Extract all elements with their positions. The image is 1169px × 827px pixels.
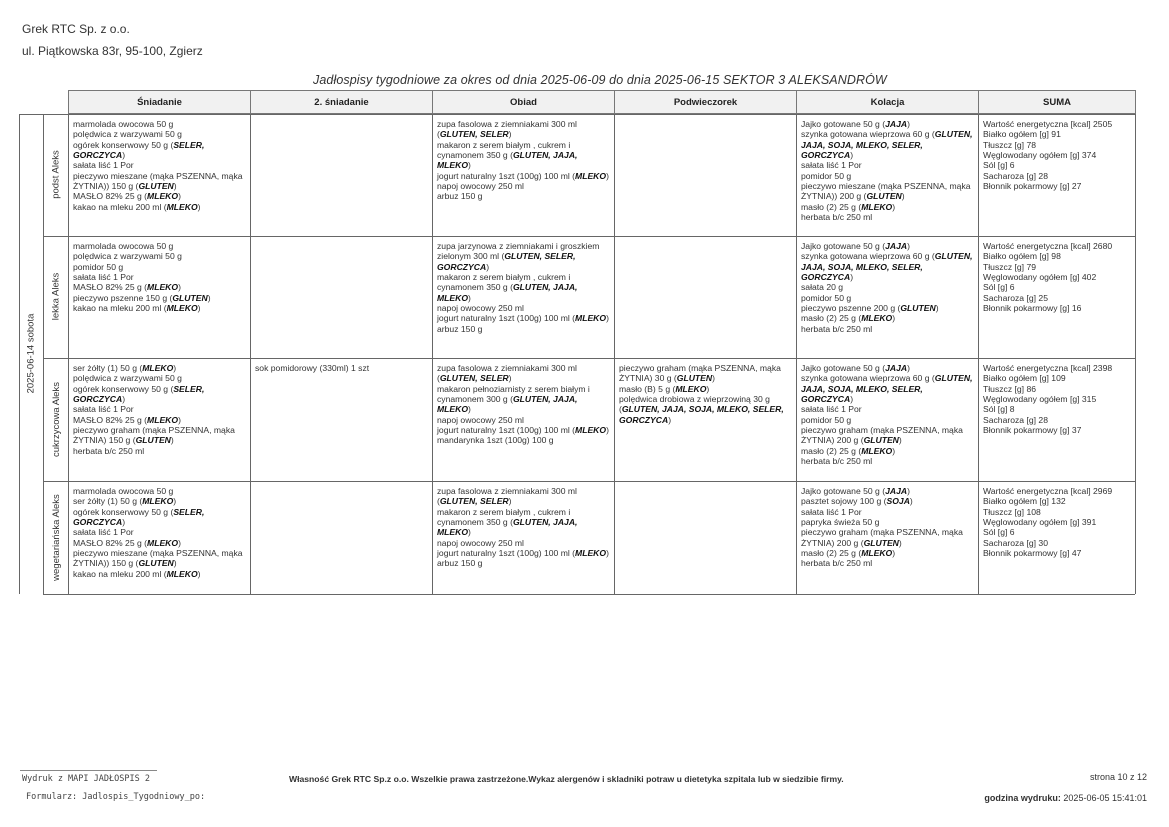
menu-item: jogurt naturalny 1szt (100g) 100 ml (MLEKO)	[437, 424, 609, 435]
nutrition-value: Tłuszcz [g] 108	[983, 506, 1041, 517]
menu-item: Jajko gotowane 50 g (JAJA)	[801, 119, 910, 129]
nutrition-value: Węglowodany ogółem [g] 402	[983, 271, 1097, 282]
menu-item: marmolada owocowa 50 g	[73, 241, 174, 251]
nutrition-value: Tłuszcz [g] 78	[983, 139, 1037, 150]
nutrition-value: Węglowodany ogółem [g] 374	[983, 149, 1097, 160]
print-time-label: godzina wydruku:	[984, 793, 1061, 803]
menu-cell	[983, 486, 1132, 558]
nutrition-value: Sól [g] 8	[983, 404, 1015, 415]
menu-item: sałata liść 1 Por	[73, 404, 134, 415]
grid-line-date-left	[19, 114, 20, 594]
diet-label: cukrzycowa Aleks	[50, 381, 62, 457]
menu-item: jogurt naturalny 1szt (100g) 100 ml (MLEKO)	[437, 313, 609, 324]
menu-item: ser żółty (1) 50 g (MLEKO)	[73, 363, 177, 373]
print-time-value: 2025-06-05 15:41:01	[1063, 793, 1147, 803]
menu-item: pomidor 50 g	[801, 292, 852, 303]
nutrition-value: Białko ogółem [g] 109	[983, 373, 1066, 384]
column-header: Podwieczorek	[614, 90, 797, 114]
menu-item: masło (2) 25 g (MLEKO)	[801, 445, 896, 456]
menu-item: ogórek konserwowy 50 g (SELER, GORCZYCA)	[73, 383, 205, 404]
menu-item: sałata liść 1 Por	[801, 506, 862, 517]
menu-item: Jajko gotowane 50 g (JAJA)	[801, 363, 910, 373]
menu-item: arbuz 150 g	[437, 323, 483, 334]
menu-item: napoj owocowy 250 ml	[437, 414, 524, 425]
menu-item: polędwica z warzywami 50 g	[73, 373, 182, 384]
menu-item: polędwica z warzywami 50 g	[73, 129, 182, 140]
menu-item: sok pomidorowy (330ml) 1 szt	[255, 363, 370, 373]
menu-item: Jajko gotowane 50 g (JAJA)	[801, 486, 910, 496]
menu-item: ser żółty (1) 50 g (MLEKO)	[73, 496, 177, 507]
menu-item: polędwica z warzywami 50 g	[73, 251, 182, 262]
menu-item: pieczywo graham (mąka PSZENNA, mąka ŻYTNIA) 200 g (GLUTEN)	[801, 527, 963, 548]
menu-item: napoj owocowy 250 ml	[437, 302, 524, 313]
menu-cell	[619, 363, 793, 425]
menu-item: jogurt naturalny 1szt (100g) 100 ml (MLEKO)	[437, 547, 609, 558]
nutrition-value: Błonnik pokarmowy [g] 16	[983, 302, 1082, 313]
menu-cell	[73, 119, 247, 212]
nutrition-value: Białko ogółem [g] 98	[983, 251, 1061, 262]
menu-item: kakao na mleku 200 ml (MLEKO)	[73, 201, 201, 212]
nutrition-value: Węglowodany ogółem [g] 315	[983, 393, 1097, 404]
menu-cell	[801, 363, 975, 466]
nutrition-value: Sól [g] 6	[983, 282, 1015, 293]
menu-cell	[983, 241, 1132, 313]
grid-line-row	[43, 358, 1135, 359]
nutrition-value: Sacharoza [g] 30	[983, 537, 1048, 548]
menu-item: sałata 20 g	[801, 282, 844, 293]
nutrition-value: Tłuszcz [g] 79	[983, 261, 1037, 272]
report-title: Jadłospisy tygodniowe za okres od dnia 2025-06-09 do dnia 2025-06-15 SEKTOR 3 ALEKSANDRÓW	[313, 73, 887, 87]
menu-cell	[73, 363, 247, 456]
menu-item: arbuz 150 g	[437, 191, 483, 202]
menu-item: szynka gotowana wieprzowa 60 g (GLUTEN, JAJA, SOJA, MLEKO, SELER, GORCZYCA)	[801, 129, 973, 160]
diet-label: podst Aleks	[50, 150, 62, 199]
nutrition-value: Białko ogółem [g] 132	[983, 496, 1066, 507]
diet-label: lekka Aleks	[50, 272, 62, 321]
company-address: ul. Piątkowska 83r, 95-100, Zgierz	[22, 44, 203, 58]
nutrition-value: Białko ogółem [g] 91	[983, 129, 1061, 140]
menu-item: napoj owocowy 250 ml	[437, 180, 524, 191]
menu-item: masło (2) 25 g (MLEKO)	[801, 313, 896, 324]
nutrition-value: Węglowodany ogółem [g] 391	[983, 516, 1097, 527]
column-header: 2. śniadanie	[250, 90, 433, 114]
menu-cell	[437, 486, 611, 569]
menu-item: herbata b/c 250 ml	[73, 445, 145, 456]
grid-line-row	[43, 236, 1135, 237]
menu-item: herbata b/c 250 ml	[801, 455, 873, 466]
menu-item: kakao na mleku 200 ml (MLEKO)	[73, 568, 201, 579]
menu-cell	[73, 241, 247, 313]
menu-item: herbata b/c 250 ml	[801, 323, 873, 334]
menu-item: pomidor 50 g	[801, 414, 852, 425]
menu-item: makaron z serem białym , cukrem i cynamonem 350 g (GLUTEN, JAJA, MLEKO)	[437, 271, 578, 303]
menu-item: zupa fasolowa z ziemniakami 300 ml (GLUTEN, SELER)	[437, 363, 577, 384]
company-name: Grek RTC Sp. z o.o.	[22, 22, 130, 36]
grid-line-col	[250, 114, 251, 594]
menu-cell	[801, 486, 975, 569]
menu-item: masło (2) 25 g (MLEKO)	[801, 547, 896, 558]
menu-item: pieczywo graham (mąka PSZENNA, mąka ŻYTNIA) 30 g (GLUTEN)	[619, 363, 781, 384]
menu-cell	[983, 119, 1132, 191]
menu-cell	[437, 363, 611, 446]
menu-item: MASŁO 82% 25 g (MLEKO)	[73, 191, 181, 202]
grid-line-col	[432, 114, 433, 594]
column-header: SUMA	[978, 90, 1136, 114]
footer-page-number: strona 10 z 12	[1089, 772, 1147, 782]
menu-item: sałata liść 1 Por	[801, 404, 862, 415]
menu-item: sałata liść 1 Por	[73, 271, 134, 282]
menu-item: kakao na mleku 200 ml (MLEKO)	[73, 302, 201, 313]
footer-rights: Własność Grek RTC Sp.z o.o. Wszelkie prawa zastrzeżone.Wykaz alergenów i skladniki potraw u dietetyka szpitala lub w siedzibie firmy.	[289, 774, 844, 784]
nutrition-value: Sacharoza [g] 28	[983, 414, 1048, 425]
menu-cell	[73, 486, 247, 579]
column-header: Kolacja	[796, 90, 979, 114]
grid-line-col	[68, 114, 69, 594]
grid-line-col	[796, 114, 797, 594]
nutrition-value: Sacharoza [g] 25	[983, 292, 1048, 303]
menu-item: MASŁO 82% 25 g (MLEKO)	[73, 282, 181, 293]
nutrition-value: Błonnik pokarmowy [g] 37	[983, 424, 1082, 435]
menu-item: marmolada owocowa 50 g	[73, 119, 174, 129]
menu-item: Jajko gotowane 50 g (JAJA)	[801, 241, 910, 251]
menu-item: zupa fasolowa z ziemniakami 300 ml (GLUTEN, SELER)	[437, 486, 577, 507]
menu-item: szynka gotowana wieprzowa 60 g (GLUTEN, JAJA, SOJA, MLEKO, SELER, GORCZYCA)	[801, 251, 973, 282]
menu-cell	[255, 363, 429, 373]
nutrition-value: Sól [g] 6	[983, 160, 1015, 171]
menu-item: pomidor 50 g	[73, 261, 124, 272]
menu-item: sałata liść 1 Por	[73, 160, 134, 171]
menu-item: ogórek konserwowy 50 g (SELER, GORCZYCA)	[73, 139, 205, 160]
column-header: Śniadanie	[68, 90, 251, 114]
menu-item: masło (B) 5 g (MLEKO)	[619, 383, 710, 394]
nutrition-value: Wartość energetyczna [kcal] 2505	[983, 119, 1113, 129]
menu-item: pieczywo graham (mąka PSZENNA, mąka ŻYTNIA) 150 g (GLUTEN)	[73, 424, 235, 446]
menu-item: herbata b/c 250 ml	[801, 211, 873, 222]
menu-item: MASŁO 82% 25 g (MLEKO)	[73, 537, 181, 548]
menu-item: makaron pełnoziarnisty z serem białym i cynamonem 300 g (GLUTEN, JAJA, MLEKO)	[437, 383, 590, 415]
menu-item: szynka gotowana wieprzowa 60 g (GLUTEN, JAJA, SOJA, MLEKO, SELER, GORCZYCA)	[801, 373, 973, 404]
column-header: Obiad	[432, 90, 615, 114]
menu-item: sałata liść 1 Por	[801, 160, 862, 171]
menu-item: pieczywo graham (mąka PSZENNA, mąka ŻYTNIA) 200 g (GLUTEN)	[801, 424, 963, 446]
nutrition-value: Wartość energetyczna [kcal] 2680	[983, 241, 1113, 251]
menu-item: herbata b/c 250 ml	[801, 558, 873, 569]
menu-item: papryka świeża 50 g	[801, 516, 880, 527]
menu-item: jogurt naturalny 1szt (100g) 100 ml (MLEKO)	[437, 170, 609, 181]
nutrition-value: Sól [g] 6	[983, 527, 1015, 538]
menu-item: pieczywo mieszane (mąka PSZENNA, mąka ŻYTNIA)) 150 g (GLUTEN)	[73, 170, 243, 191]
nutrition-value: Wartość energetyczna [kcal] 2969	[983, 486, 1113, 496]
grid-line-top	[19, 114, 1135, 115]
grid-line-row	[43, 481, 1135, 482]
footer-form: Formularz: Jadlospis_Tygodniowy_po:	[26, 792, 206, 802]
menu-item: makaron z serem białym , cukrem i cynamonem 350 g (GLUTEN, JAJA, MLEKO)	[437, 506, 578, 538]
menu-item: zupa jarzynowa z ziemniakami i groszkiem zielonym 300 ml (GLUTEN, SELER, GORCZYCA)	[437, 241, 600, 272]
menu-cell	[983, 363, 1132, 435]
menu-item: marmolada owocowa 50 g	[73, 486, 174, 496]
menu-cell	[801, 119, 975, 222]
nutrition-value: Sacharoza [g] 28	[983, 170, 1048, 181]
nutrition-value: Błonnik pokarmowy [g] 27	[983, 180, 1082, 191]
menu-item: pieczywo mieszane (mąka PSZENNA, mąka ŻYTNIA)) 150 g (GLUTEN)	[73, 547, 243, 569]
grid-line-col	[978, 114, 979, 594]
menu-item: zupa fasolowa z ziemniakami 300 ml (GLUTEN, SELER)	[437, 119, 577, 140]
menu-cell	[801, 241, 975, 334]
nutrition-value: Wartość energetyczna [kcal] 2398	[983, 363, 1113, 373]
menu-item: ogórek konserwowy 50 g (SELER, GORCZYCA)	[73, 506, 205, 527]
grid-line-row	[43, 594, 1135, 595]
menu-item: masło (2) 25 g (MLEKO)	[801, 201, 896, 212]
diet-label: wegetariańska Aleks	[50, 493, 62, 581]
menu-item: sałata liść 1 Por	[73, 527, 134, 538]
menu-item: arbuz 150 g	[437, 558, 483, 569]
menu-item: pieczywo pszenne 200 g (GLUTEN)	[801, 302, 939, 313]
date-label: 2025-06-14 sobota	[25, 313, 37, 394]
nutrition-value: Błonnik pokarmowy [g] 47	[983, 547, 1082, 558]
menu-item: pieczywo mieszane (mąka PSZENNA, mąka ŻYTNIA)) 200 g (GLUTEN)	[801, 180, 971, 202]
menu-item: pasztet sojowy 100 g (SOJA)	[801, 496, 913, 507]
menu-item: MASŁO 82% 25 g (MLEKO)	[73, 414, 181, 425]
menu-item: makaron z serem białym , cukrem i cynamonem 350 g (GLUTEN, JAJA, MLEKO)	[437, 139, 578, 171]
grid-line-col	[614, 114, 615, 594]
menu-item: pieczywo pszenne 150 g (GLUTEN)	[73, 292, 211, 303]
menu-item: napoj owocowy 250 ml	[437, 537, 524, 548]
footer-printout: Wydruk z MAPI JADŁOSPIS 2	[22, 774, 150, 784]
menu-item: pomidor 50 g	[801, 170, 852, 181]
menu-item: polędwica drobiowa z wieprzowiną 30 g (GLUTEN, JAJA, SOJA, MLEKO, SELER, GORCZYCA)	[619, 393, 784, 425]
footer-print-time	[984, 793, 1147, 803]
grid-line-date-right	[43, 114, 44, 594]
nutrition-value: Tłuszcz [g] 86	[983, 383, 1037, 394]
footer-divider	[20, 770, 157, 771]
grid-line-col	[1135, 114, 1136, 594]
menu-cell	[437, 119, 611, 202]
menu-cell	[437, 241, 611, 334]
menu-item: mandarynka 1szt (100g) 100 g	[437, 435, 554, 446]
